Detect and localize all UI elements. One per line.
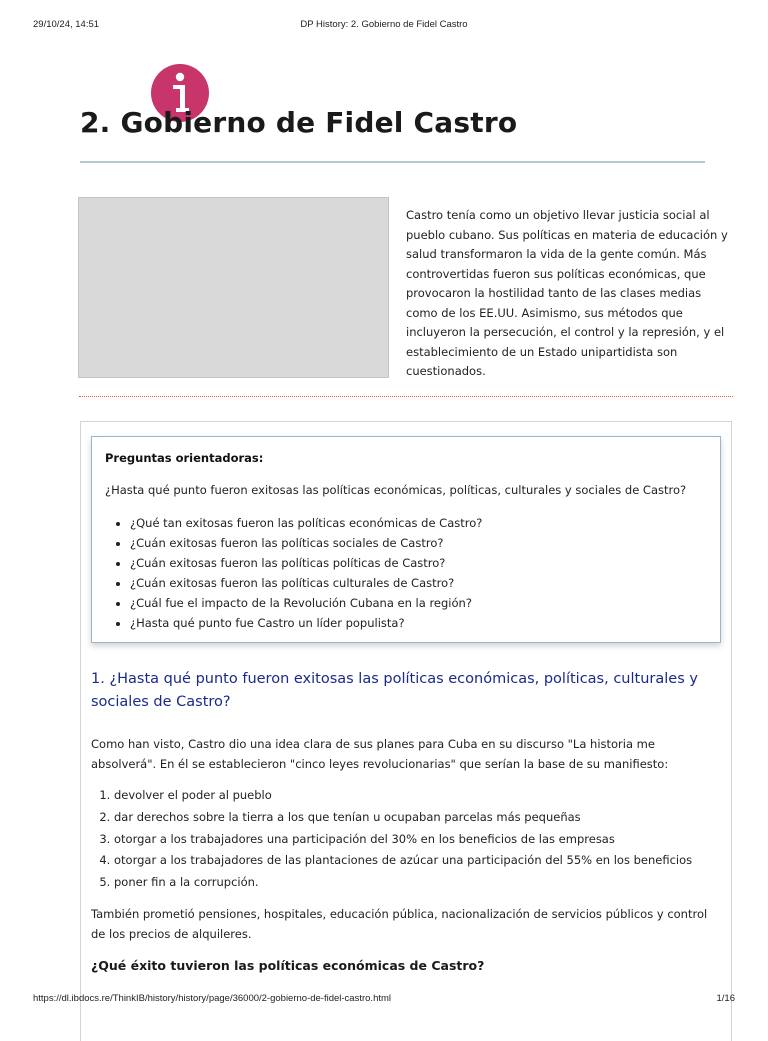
- list-item: • ¿Hasta qué punto fue Castro un líder populista?: [130, 613, 482, 633]
- list-item: 5. poner fin a la corrupción.: [114, 872, 692, 894]
- list-item: 1. devolver el poder al pueblo: [114, 785, 692, 807]
- guiding-main-question: ¿Hasta qué punto fueron exitosas las políticas económicas, políticas, culturales y sociales de Castro?: [105, 483, 687, 497]
- revolutionary-laws-list: [92, 785, 692, 894]
- guiding-questions-list: [106, 513, 482, 633]
- subheading: ¿Qué éxito tuvieron las políticas económicas de Castro?: [91, 958, 485, 973]
- print-datetime: 29/10/24, 14:51: [33, 19, 100, 30]
- print-page-number: 1/16: [716, 993, 735, 1004]
- print-url: https://dl.ibdocs.re/ThinkIB/history/history/page/36000/2-gobierno-de-fidel-castro.html: [33, 993, 392, 1004]
- list-item: 2. dar derechos sobre la tierra a los que tenían u ocupaban parcelas más pequeñas: [114, 807, 692, 829]
- list-item: • ¿Cuán exitosas fueron las políticas políticas de Castro?: [130, 553, 482, 573]
- guiding-questions-box: [91, 436, 721, 643]
- print-header: [33, 19, 735, 33]
- guiding-questions-title: Preguntas orientadoras:: [105, 451, 264, 465]
- print-footer: [33, 993, 735, 1007]
- section-divider: [79, 396, 733, 397]
- list-item: • ¿Cuán exitosas fueron las políticas culturales de Castro?: [130, 573, 482, 593]
- intro-paragraph: Castro tenía como un objetivo llevar justicia social al pueblo cubano. Sus políticas en materia de educación y salud transformaron la vida de la gente común. Más controvertidas fueron sus políticas económicas, que provocaron la hostilidad tanto de las clases medias como de los EE.UU. Asimismo, sus métodos que incluyeron la persecución, el control y la represión, y el establecimiento de un Estado unipartidista son cuestionados.: [406, 208, 728, 378]
- list-item: • ¿Cuál fue el impacto de la Revolución Cubana en la región?: [130, 593, 482, 613]
- section-heading: 1. ¿Hasta qué punto fueron exitosas las políticas económicas, políticas, culturales y sociales de Castro?: [91, 671, 698, 710]
- page-title: 2. Gobierno de Fidel Castro: [80, 106, 518, 139]
- list-item: • ¿Qué tan exitosas fueron las políticas económicas de Castro?: [130, 513, 482, 533]
- list-item: 3. otorgar a los trabajadores una participación del 30% en los beneficios de las empresas: [114, 829, 692, 851]
- print-document-title: DP History: 2. Gobierno de Fidel Castro: [300, 19, 468, 30]
- title-divider: [80, 161, 705, 163]
- list-item: • ¿Cuán exitosas fueron las políticas sociales de Castro?: [130, 533, 482, 553]
- photo-placeholder: [78, 197, 389, 378]
- section-paragraph-2: También prometió pensiones, hospitales, educación pública, nacionalización de servicios públicos y control de los precios de alquileres.: [91, 907, 708, 941]
- section-paragraph: Como han visto, Castro dio una idea clara de sus planes para Cuba en su discurso "La historia me absolverá". En él se establecieron "cinco leyes revolucionarias" que serían la base de su manifiesto:: [91, 737, 669, 771]
- list-item: 4. otorgar a los trabajadores de las plantaciones de azúcar una participación del 55% en los beneficios: [114, 850, 692, 872]
